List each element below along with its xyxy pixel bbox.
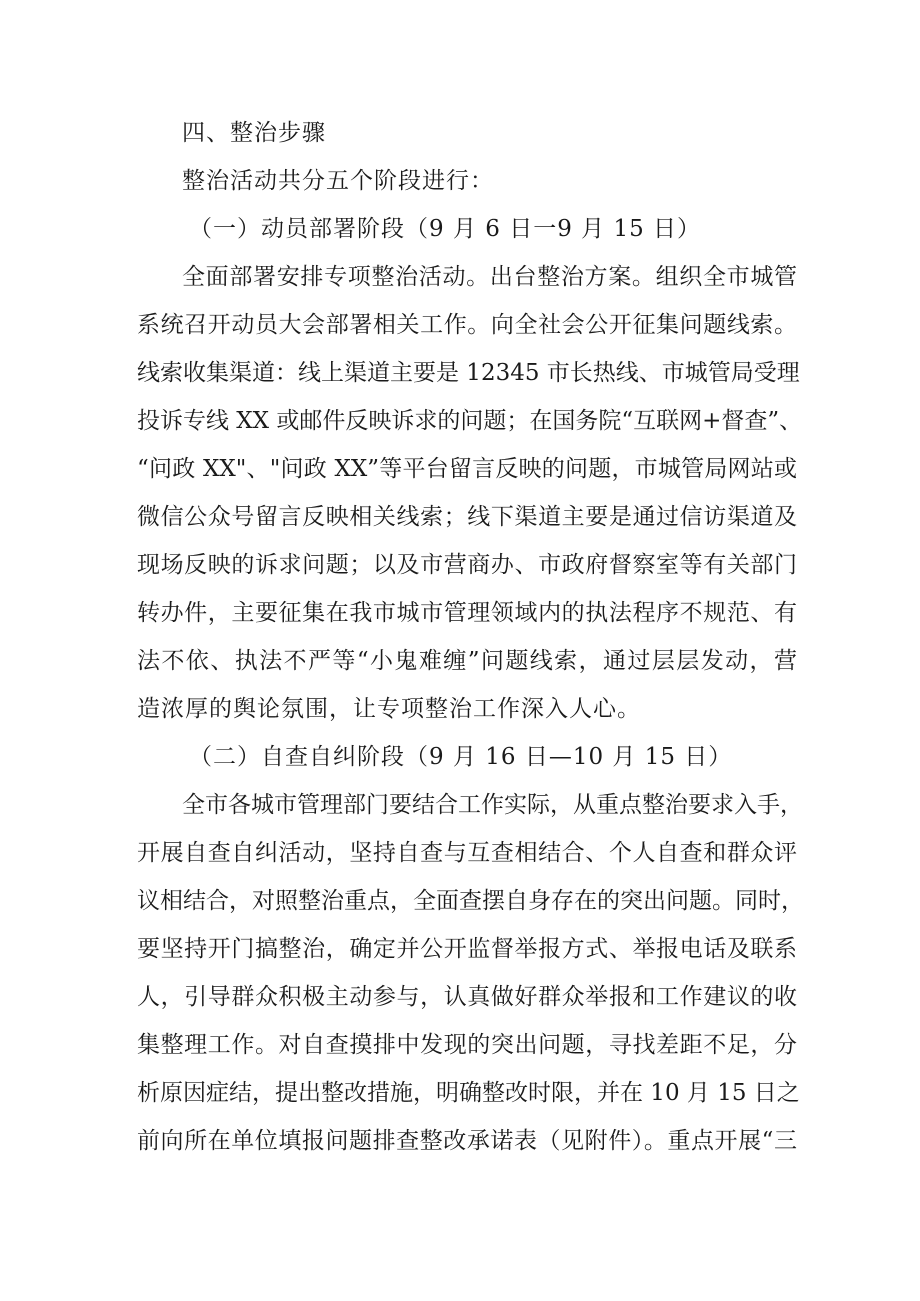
stage1-line: 线索收集渠道：线上渠道主要是 12345 市长热线、市城管局受理	[137, 360, 800, 386]
intro-paragraph: 整治活动共分五个阶段进行：	[182, 168, 494, 194]
stage2-line: 析原因症结，提出整改措施，明确整改时限，并在 10 月 15 日之	[137, 1080, 800, 1106]
stage1-line: 转办件，主要征集在我市城市管理领域内的执法程序不规范、有	[137, 600, 797, 626]
stage2-line: 前向所在单位填报问题排查整改承诺表（见附件）。重点开展“三	[137, 1128, 797, 1154]
stage2-line: 议相结合，对照整治重点，全面查摆自身存在的突出问题。同时，	[137, 888, 804, 914]
stage1-line: 造浓厚的舆论氛围，让专项整治工作深入人心。	[137, 696, 641, 722]
stage1-line: 现场反映的诉求问题；以及市营商办、市政府督察室等有关部门	[137, 552, 797, 578]
stage1-line: 微信公众号留言反映相关线索；线下渠道主要是通过信访渠道及	[137, 504, 797, 530]
stage2-line: 集整理工作。对自查摸排中发现的突出问题，寻找差距不足，分	[137, 1032, 797, 1058]
stage2-line: 人，引导群众积极主动参与，认真做好群众举报和工作建议的收	[137, 984, 797, 1010]
stage1-line: 投诉专线 XX 或邮件反映诉求的问题；在国务院“互联网+督查”、	[137, 408, 803, 434]
stage2-line: 开展自查自纠活动，坚持自查与互查相结合、个人自查和群众评	[137, 840, 797, 866]
stage1-line: 系统召开动员大会部署相关工作。向全社会公开征集问题线索。	[137, 312, 797, 338]
stage1-line: “问政 XX"、"问政 XX”等平台留言反映的问题，市城管局网站或	[137, 456, 797, 482]
stage2-title: （二）自查自纠阶段（9 月 16 日—10 月 15 日）	[189, 744, 733, 770]
stage2-line: 全市各城市管理部门要结合工作实际，从重点整治要求入手，	[182, 792, 803, 818]
stage1-line: 全面部署安排专项整治活动。出台整治方案。组织全市城管	[182, 264, 797, 290]
stage1-line: 法不依、执法不严等“小鬼难缠”问题线索，通过层层发动，营	[137, 648, 797, 674]
stage2-line: 要坚持开门搞整治，确定并公开监督举报方式、举报电话及联系	[137, 936, 797, 962]
section-heading: 四、整治步骤	[182, 120, 326, 146]
stage1-title: （一）动员部署阶段（9 月 6 日一9 月 15 日）	[189, 216, 702, 242]
